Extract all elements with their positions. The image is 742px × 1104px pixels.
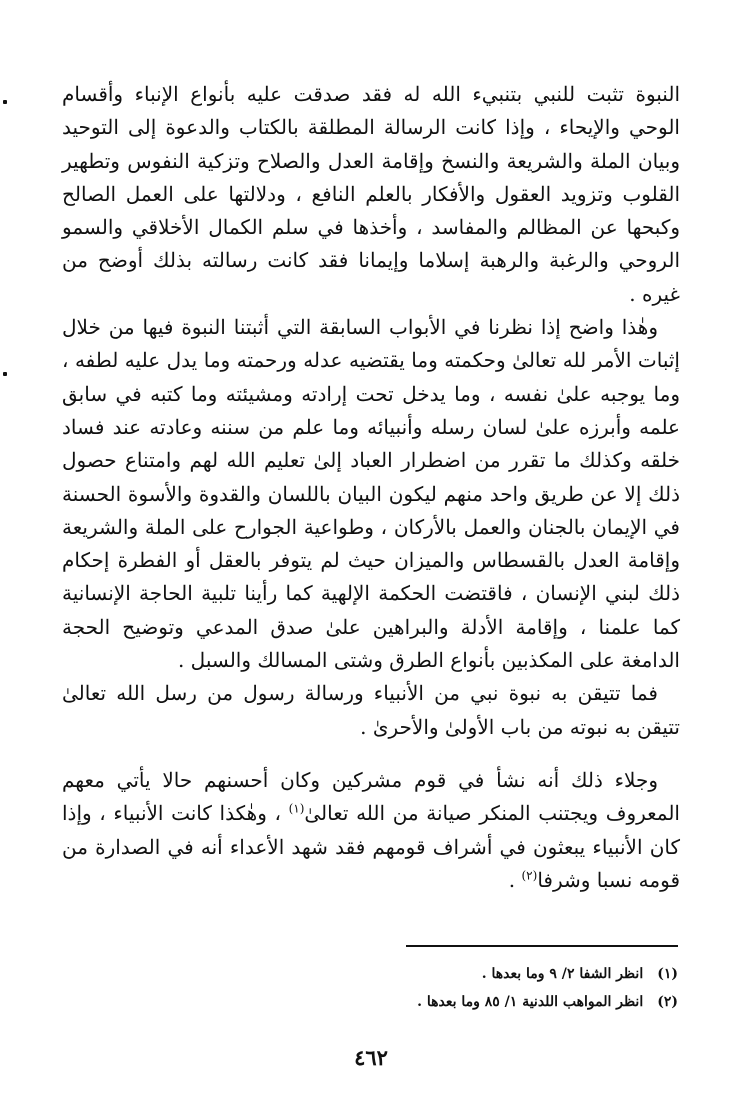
paragraph-3: فما تتيقن به نبوة نبي من الأنبياء ورسالة رسول من رسل الله تعالىٰ تتيقن به نبوته من باب الأولىٰ والأحرىٰ .	[62, 681, 680, 739]
footnote-ref-2: (٢)	[521, 868, 538, 883]
footnote-number: (١)	[657, 966, 678, 982]
margin-mark	[3, 100, 7, 104]
footnote-2	[300, 988, 678, 1016]
page-number: ٤٦٢	[354, 1045, 388, 1070]
footnote-text: انظر المواهب اللدنية ١/ ٨٥ وما بعدها .	[417, 994, 644, 1010]
footnote-divider	[406, 945, 678, 947]
footnote-1	[300, 960, 678, 988]
footnote-text: انظر الشفا ٢/ ٩ وما بعدها .	[481, 966, 644, 982]
body-text	[62, 78, 680, 897]
margin-mark	[3, 372, 7, 376]
footnote-ref-1: (١)	[288, 801, 305, 816]
paragraph-4	[62, 764, 680, 897]
paragraph-2: وهٰذا واضح إذا نظرنا في الأبواب السابقة التي أثبتنا النبوة فيها من خلال إثبات الأمر لله تعالىٰ وحكمته وما يقتضيه عدله ورحمته وما يدل عليه لطفه ، وما يوجبه علىٰ نفسه ، وما يدخل تحت إرادته ومشيئته وما كتبه في سابق علمه وأبرزه علىٰ لسان رسله وأنبيائه وما علم من سننه وعادته عند فساد خلقه وكذلك ما تقرر من اضطرار العباد إلىٰ تعليم الله لهم وامتناع حصول ذلك إلا عن طريق واحد منهم ليكون البيان باللسان والقدوة والأسوة الحسنة في الإيمان بالجنان والعمل بالأركان ، وطواعية الجوارح على الملة والشريعة وإقامة العدل بالقسطاس والميزان حيث لم يتوفر بالعقل أو الفطرة إحكام ذلك لبني الإنسان ، فاقتضت الحكمة الإلهية كما رأينا تلبية الحاجة الإنسانية كما علمنا ، وإقامة الأدلة والبراهين علىٰ صدق المدعي وتوضيح الحجة الدامغة على المكذبين بأنواع الطرق وشتى المسالك والسبل .	[62, 315, 681, 673]
paragraph-4-text-a: وجلاء ذلك أنه نشأ في قوم مشركين وكان أحسنهم حالا يأتي معهم المعروف ويجتنب المنكر صيانة من الله تعالىٰ	[62, 767, 680, 826]
paragraph-4-text-b: ، وهٰكذا كانت الأنبياء ، وإذا كان الأنبياء يبعثون في أشراف قومهم فقد شهد الأعداء أنه في الصدارة من قومه نسبا وشرفا	[62, 801, 680, 892]
paragraph-4-text-c: .	[508, 867, 522, 892]
paragraph-1: النبوة تثبت للنبي بتنبيء الله له فقد صدقت عليه بأنواع الإنباء وأقسام الوحي والإيحاء ، وإذا كانت الرسالة المطلقة بالكتاب والدعوة إلى التوحيد وبيان الملة والشريعة والنسخ وإقامة العدل والصلاح وتزكية النفوس وتطهير القلوب وتزويد العقول والأفكار بالعلم النافع ، ودلالتها على العمل الصالح وكبحها عن المظالم والمفاسد ، وأخذها في سلم الكمال الأخلاقي والسمو الروحي والرغبة والرهبة إسلاما وإيمانا فقد كانت رسالته بذلك أوضح من غيره .	[62, 82, 680, 306]
footnote-number: (٢)	[657, 994, 678, 1010]
footnotes	[300, 960, 678, 1016]
